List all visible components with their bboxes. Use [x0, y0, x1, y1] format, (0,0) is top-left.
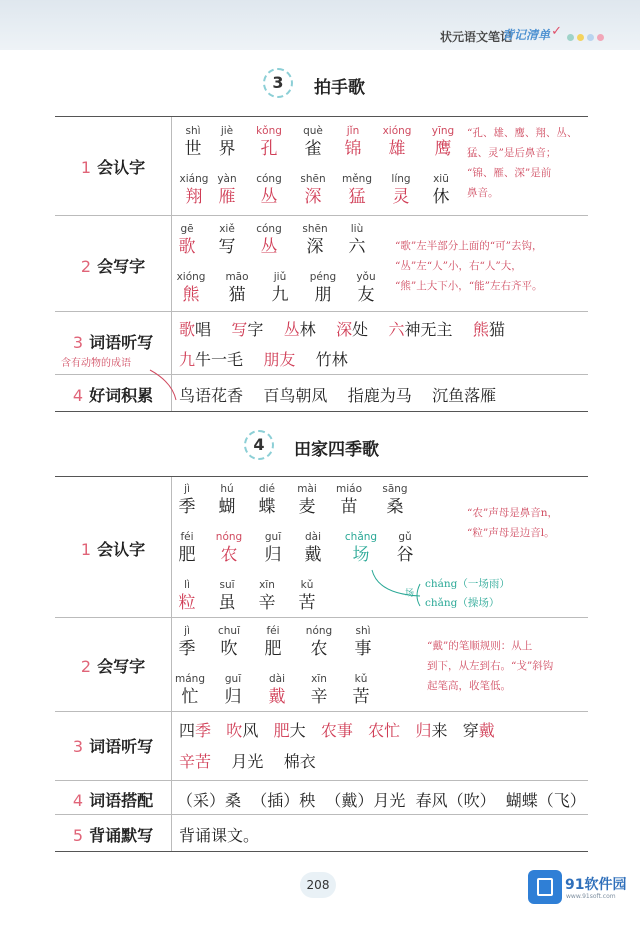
word: 辛苦: [179, 752, 212, 771]
char-cell: [381, 172, 421, 208]
hanzi: 深: [304, 187, 322, 207]
char-cell: [421, 124, 465, 160]
row-recite: [55, 815, 588, 851]
char-cell: [374, 124, 420, 160]
pinyin: xiě: [219, 223, 235, 235]
hanzi: 友: [357, 285, 375, 305]
watermark-text: 91软件园: [565, 877, 627, 893]
hanzi: 虽: [218, 593, 236, 613]
row-title: 词语搭配: [89, 791, 154, 810]
char-cell: [207, 172, 247, 208]
note-line: 猛、灵”是后鼻音；: [467, 147, 557, 159]
hanzi: 写: [218, 237, 236, 257]
lesson-3-table: [55, 116, 588, 412]
char-cell: [343, 624, 383, 660]
decor-dot: [577, 34, 584, 41]
word: 鸟语花香: [179, 386, 244, 405]
lesson-title: 拍手歌: [314, 78, 365, 98]
decor-dot: [587, 34, 594, 41]
hanzi: 辛: [258, 593, 276, 613]
hanzi: 戴: [304, 545, 322, 565]
dictation-line: [179, 317, 505, 340]
hanzi: 鹰: [434, 139, 452, 159]
word: 月光: [231, 752, 264, 771]
char-cell: [293, 172, 333, 208]
row-collocation: [55, 781, 588, 815]
page-number: 208: [300, 872, 336, 898]
pinyin: měng: [341, 173, 372, 185]
lesson-number: 4: [244, 430, 274, 460]
dictation-line: [179, 347, 348, 370]
hanzi: 熊: [182, 285, 200, 305]
row-title: 会写字: [97, 657, 146, 676]
lesson-3-header: [0, 64, 640, 108]
char-cell: [293, 530, 333, 566]
pinyin: yàn: [217, 173, 237, 185]
pinyin: shì: [185, 125, 201, 137]
pinyin: nóng: [215, 531, 243, 543]
book-title: 状元语文笔记: [439, 30, 512, 44]
word: 穿戴: [462, 721, 495, 740]
note-line: “丛”左“人”小，右“人”大，: [395, 260, 522, 272]
pinyin: sāng: [382, 483, 408, 495]
row-dictation: [55, 712, 588, 781]
row-title: 背诵默写: [89, 826, 154, 845]
row-label: [55, 383, 171, 406]
char-cell: [346, 270, 386, 306]
watermark-logo-icon: [528, 870, 562, 904]
char-cell: [247, 222, 291, 258]
pinyin: chuī: [218, 625, 240, 637]
char-cell: [247, 578, 287, 614]
word: 歌唱: [179, 320, 212, 339]
char-cell: [260, 270, 300, 306]
char-cell: [333, 124, 373, 160]
good-words-line: [179, 383, 496, 406]
pinyin: mài: [297, 483, 317, 495]
char-cell: [167, 222, 207, 258]
word: 棉衣: [283, 752, 316, 771]
row-number: 4: [72, 386, 84, 405]
row-write: [55, 618, 588, 712]
char-cell: [213, 672, 253, 708]
word: 竹林: [315, 350, 348, 369]
word: （插）秧: [251, 791, 316, 810]
row-title: 会写字: [97, 257, 146, 276]
word: 指鹿为马: [347, 386, 412, 405]
hanzi: 灵: [392, 187, 410, 207]
char-cell: [327, 482, 371, 518]
row-label: [55, 537, 171, 560]
pinyin: kǒng: [256, 125, 282, 137]
hanzi: 歌: [178, 237, 196, 257]
char-cell: [253, 530, 293, 566]
dictation-line: [179, 718, 495, 741]
char-cell: [421, 172, 461, 208]
hanzi: 蝴: [218, 497, 236, 517]
char-cell: [293, 222, 337, 258]
row-good-words: [55, 375, 588, 411]
pinyin: yīng: [431, 125, 455, 137]
row-number: 2: [80, 657, 92, 676]
word: 春风（吹）: [415, 791, 496, 810]
hanzi: 休: [432, 187, 450, 207]
pinyin: péng: [309, 271, 337, 283]
hanzi: 九: [271, 285, 289, 305]
char-cell: [167, 672, 213, 708]
check-icon: ✓: [551, 24, 562, 39]
char-cell: [247, 124, 291, 160]
row-title: 会认字: [97, 158, 146, 177]
book-brand: 背记清单: [501, 28, 550, 42]
char-cell: [341, 672, 381, 708]
hanzi: 朋: [314, 285, 332, 305]
char-cell: [251, 624, 295, 660]
pinyin: hú: [220, 483, 234, 495]
hanzi: 归: [264, 545, 282, 565]
hanzi: 归: [224, 687, 242, 707]
hanzi: 农: [220, 545, 238, 565]
row-dictation: [55, 312, 588, 375]
word: （戴）月光: [325, 791, 406, 810]
char-cell: [207, 124, 247, 160]
char-cell: [295, 624, 343, 660]
pinyin: cóng: [256, 223, 282, 235]
word: 九牛一毛: [179, 350, 244, 369]
pinyin: xiū: [433, 173, 449, 185]
note-line: “歌”左半部分上面的“可”去钩，: [395, 240, 543, 252]
pinyin: shēn: [302, 223, 328, 235]
hanzi: 肥: [178, 545, 196, 565]
hanzi: 猛: [348, 187, 366, 207]
note-line: “锦、雁、深”是前: [467, 167, 552, 179]
row-title: 词语听写: [89, 333, 154, 352]
polyphone-reading: cháng（一场雨）: [425, 578, 510, 590]
hanzi: 丛: [260, 187, 278, 207]
hanzi: 粒: [178, 593, 196, 613]
row-number: 1: [80, 158, 92, 177]
hanzi: 桑: [386, 497, 404, 517]
hanzi: 翔: [185, 187, 203, 207]
row-title: 词语听写: [89, 737, 154, 756]
pinyin: cóng: [256, 173, 282, 185]
hanzi: 锦: [344, 139, 362, 159]
watermark-url: www.91soft.com: [566, 893, 616, 900]
pinyin: shì: [355, 625, 371, 637]
char-cell: [167, 482, 207, 518]
pinyin: liù: [350, 223, 364, 235]
note-line: 起笔高，收笔低。: [427, 680, 511, 692]
char-cell: [167, 578, 207, 614]
char-cell: [385, 530, 425, 566]
pinyin: féi: [180, 531, 194, 543]
word: 吹风: [226, 721, 259, 740]
hanzi: 事: [354, 639, 372, 659]
pinyin: jiè: [220, 125, 234, 137]
char-cell: [247, 482, 287, 518]
pinyin: jì: [184, 625, 190, 637]
row-title: 会认字: [97, 540, 146, 559]
row-label: [55, 823, 171, 846]
hanzi: 苗: [340, 497, 358, 517]
pinyin: nóng: [305, 625, 333, 637]
char-cell: [293, 124, 333, 160]
polyphone-reading: chǎng（操场）: [425, 597, 500, 609]
char-cell: [301, 270, 345, 306]
pinyin: dài: [268, 673, 286, 685]
word: 沉鱼落雁: [432, 386, 497, 405]
row-recognize: [55, 477, 588, 618]
hanzi: 谷: [396, 545, 414, 565]
pinyin: jǐn: [346, 125, 360, 137]
hanzi: 丛: [260, 237, 278, 257]
pinyin: kǔ: [354, 673, 368, 685]
hanzi: 雁: [218, 187, 236, 207]
hanzi: 季: [178, 639, 196, 659]
word: 深处: [336, 320, 369, 339]
pinyin: jì: [184, 483, 190, 495]
pinyin: dié: [258, 483, 276, 495]
row-label: [55, 654, 171, 677]
recite-text: 背诵课文。: [179, 826, 260, 845]
polyphone-char: 场: [405, 589, 415, 599]
hanzi: 世: [184, 139, 202, 159]
row-number: 4: [72, 791, 84, 810]
hanzi: 苦: [352, 687, 370, 707]
char-cell: [167, 270, 215, 306]
lesson-4-header: [0, 425, 640, 469]
hanzi: 六: [348, 237, 366, 257]
word: 丛林: [283, 320, 316, 339]
char-cell: [207, 624, 251, 660]
pinyin: què: [303, 125, 323, 137]
row-number: 1: [80, 540, 92, 559]
char-cell: [207, 578, 247, 614]
hanzi: 蝶: [258, 497, 276, 517]
word: 朋友: [263, 350, 296, 369]
row-number: 3: [72, 333, 84, 352]
teacher-note: [427, 636, 587, 696]
row-label: [55, 734, 171, 757]
hanzi: 吹: [220, 639, 238, 659]
word: 百鸟朝凤: [263, 386, 328, 405]
row-recognize: [55, 117, 588, 216]
pinyin: féi: [266, 625, 280, 637]
lesson-title: 田家四季歌: [294, 440, 379, 460]
word: 写字: [231, 320, 264, 339]
pinyin: shēn: [300, 173, 326, 185]
char-cell: [167, 624, 207, 660]
pinyin: dài: [304, 531, 322, 543]
hanzi: 肥: [264, 639, 282, 659]
word: 肥大: [273, 721, 306, 740]
teacher-note: [467, 123, 587, 203]
row-label: [55, 788, 171, 811]
decor-dot: [567, 34, 574, 41]
char-cell: [207, 482, 247, 518]
hanzi: 忙: [181, 687, 199, 707]
pinyin: xióng: [176, 271, 206, 283]
pinyin: gē: [180, 223, 194, 235]
note-line: 到下，从左到右。“戈”斜钩: [427, 660, 554, 672]
char-cell: [167, 530, 207, 566]
char-cell: [287, 482, 327, 518]
pinyin: suī: [219, 579, 235, 591]
hanzi: 猫: [228, 285, 246, 305]
note-line: “熊”上大下小，“能”左右齐平。: [395, 280, 543, 292]
teacher-note: [395, 236, 587, 296]
pinyin: xióng: [382, 125, 412, 137]
teacher-note: [467, 503, 587, 543]
pinyin: yǒu: [356, 271, 376, 283]
char-cell: [207, 222, 247, 258]
hanzi: 场: [352, 545, 370, 565]
word: 农忙: [368, 721, 401, 740]
annotation-note: 含有动物的成语: [61, 358, 131, 369]
lesson-4-table: [55, 476, 588, 852]
hanzi: 界: [218, 139, 236, 159]
decor-dot: [597, 34, 604, 41]
char-cell: [287, 578, 327, 614]
hanzi: 苦: [298, 593, 316, 613]
hanzi: 雄: [388, 139, 406, 159]
row-number: 3: [72, 737, 84, 756]
pinyin: guī: [264, 531, 282, 543]
word: 四季: [179, 721, 212, 740]
row-number: 2: [80, 257, 92, 276]
word: 蝴蝶（飞）: [505, 791, 586, 810]
hanzi: 孔: [260, 139, 278, 159]
row-label: [55, 330, 171, 353]
pinyin: xīn: [259, 579, 275, 591]
pinyin: líng: [391, 173, 411, 185]
word: （采）桑: [177, 791, 242, 810]
hanzi: 雀: [304, 139, 322, 159]
char-cell: [207, 530, 251, 566]
collocation-line: [177, 788, 586, 811]
note-line: 鼻音。: [467, 187, 499, 199]
row-write: [55, 216, 588, 312]
hanzi: 麦: [298, 497, 316, 517]
hanzi: 季: [178, 497, 196, 517]
word: 六神无主: [388, 320, 453, 339]
row-title: 好词积累: [89, 386, 154, 405]
pinyin: gǔ: [398, 531, 412, 543]
hanzi: 深: [306, 237, 324, 257]
char-cell: [337, 530, 385, 566]
word: 熊猫: [472, 320, 505, 339]
hanzi: 农: [310, 639, 328, 659]
note-line: “孔、雄、鹰、翔、丛、: [467, 127, 578, 139]
pinyin: chǎng: [344, 531, 378, 543]
note-line: “戴”的笔顺规则：从上: [427, 640, 533, 652]
row-label: [55, 254, 171, 277]
pinyin: xīn: [311, 673, 327, 685]
pinyin: miáo: [335, 483, 362, 495]
pinyin: kǔ: [300, 579, 314, 591]
char-cell: [335, 172, 379, 208]
row-number: 5: [72, 826, 84, 845]
char-cell: [337, 222, 377, 258]
word: 归来: [415, 721, 448, 740]
pinyin: lì: [184, 579, 190, 591]
pinyin: máng: [175, 673, 205, 685]
pinyin: jiǔ: [273, 271, 287, 283]
word: 农事: [320, 721, 353, 740]
char-cell: [373, 482, 417, 518]
pinyin: xiáng: [179, 173, 209, 185]
hanzi: 戴: [268, 687, 286, 707]
char-cell: [249, 172, 289, 208]
char-cell: [299, 672, 339, 708]
char-cell: [217, 270, 257, 306]
dictation-line: [179, 749, 316, 772]
note-line: “农”声母是鼻音n，: [467, 507, 558, 519]
pinyin: māo: [225, 271, 249, 283]
char-cell: [255, 672, 299, 708]
note-line: “粒”声母是边音l。: [467, 527, 555, 539]
hanzi: 辛: [310, 687, 328, 707]
pinyin: guī: [224, 673, 242, 685]
row-label: [55, 155, 171, 178]
lesson-number: 3: [263, 68, 293, 98]
